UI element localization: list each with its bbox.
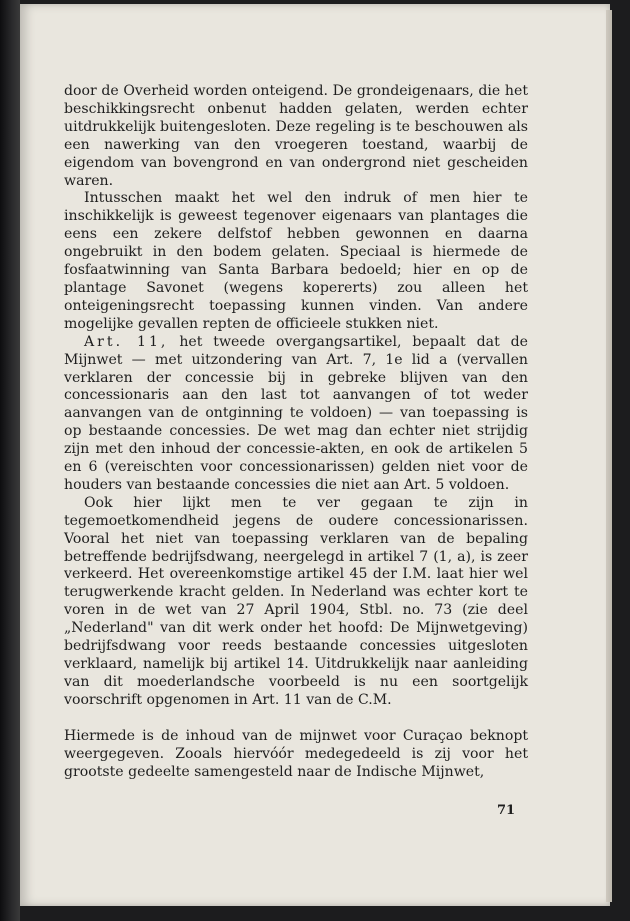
book-binding-shadow — [0, 0, 20, 921]
article-label: Art. 11, — [84, 333, 169, 350]
paragraph-3: Ook hier lijkt men te ver gegaan te zijn in tegemoetkomendheid jegens de oudere concessionarissen. Vooral het niet van toepassing verklaren van de bepaling betreffende bedrijfsdwang, neergelegd in artikel 7 (1, a), is zeer verkeerd. Het overeenkomstige artikel 45 der I.M. laat hier wel terugwerkende kracht gelden. In Nederland was echter kort te voren in de wet van 27 April 1904, Stbl. no. 73 (zie deel „Nederland" van dit werk onder het hoofd: De Mijnwetgeving) bedrijfsdwang voor reeds bestaande concessies uitgesloten verklaard, namelijk bij artikel 14. Uitdrukkelijk naar aanleiding van dit moederlandsche voorbeeld is nu een soortgelijk voorschrift opgenomen in Art. 11 van de C.M. — [64, 494, 528, 708]
paragraph-4: Hiermede is de inhoud van de mijnwet voor Curaçao beknopt weergegeven. Zooals hiervóór medegedeeld is zij voor het grootste gedeelte samengesteld naar de Indische Mijnwet, — [64, 727, 528, 780]
page-edge — [606, 10, 612, 902]
page-number: 71 — [497, 803, 516, 818]
paragraph-1: door de Overheid worden onteigend. De grondeigenaars, die het beschikkingsrecht onbenut hadden gelaten, werden echter uitdrukkelijk buitengesloten. Deze regeling is te beschouwen als een nawerking van den vroegeren toestand, waarbij de eigendom van bovengrond en van ondergrond niet gescheiden waren. — [64, 83, 528, 189]
paragraph-2: Intusschen maakt het wel den indruk of men hier te inschikkelijk is geweest tegenover eigenaars van plantages die eens een zekere delfstof hebben gewonnen en daarna ongebruikt in den bodem gelaten. Speciaal is hiermede de fosfaatwinning van Santa Barbara bedoeld; hier en op de plantage Savonet (wegens kopererts) zou alleen het onteigeningsrecht toepassing kunnen vinden. Van andere mogelijke gevallen repten de officieele stukken niet. — [64, 190, 528, 332]
body-text — [64, 83, 528, 781]
article-text: het tweede overgangsartikel, bepaalt dat de Mijnwet — met uitzondering van Art. 7, 1e lid a (vervallen verklaren der concessie bij in gebreke blijven van den concessionaris aan den last tot aanvangen of tot weder aanvangen van de ontginning te voldoen) — van toepassing is op bestaande concessies. De wet mag dan echter niet strijdig zijn met den inhoud der concessie-akten, en ook de artikelen 5 en 6 (vereischten voor concessionarissen) gelden niet voor de houders van bestaande concessies die niet aan Art. 5 voldoen. — [64, 333, 529, 493]
paragraph-art-11 — [64, 334, 528, 495]
